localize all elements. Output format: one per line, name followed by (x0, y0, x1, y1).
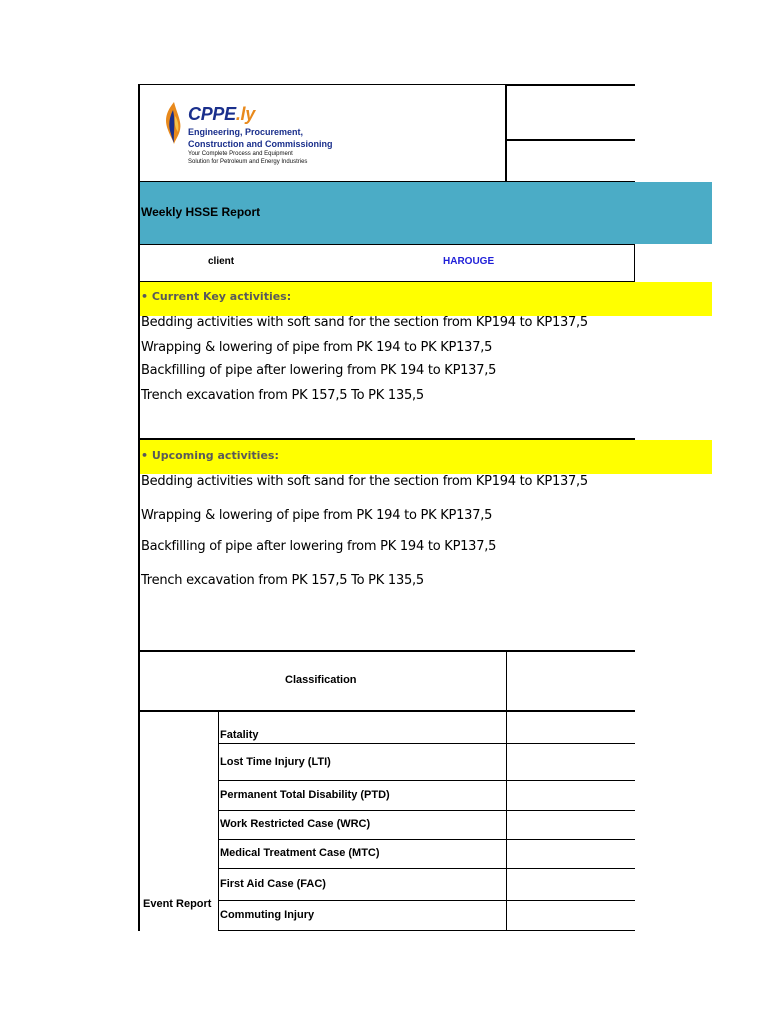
flame-logo-icon (164, 102, 184, 144)
header-cell-divider (506, 139, 635, 141)
upcoming-activity-item: Backfilling of pipe after lowering from PK 194 to KP137,5 (141, 539, 497, 554)
current-activity-item: Backfilling of pipe after lowering from PK 194 to KP137,5 (141, 363, 497, 378)
classification-header-bottom (138, 710, 635, 712)
header-bottom-line (138, 181, 635, 182)
classification-row: First Aid Case (FAC) (220, 878, 326, 890)
logo-tagline-2: Construction and Commissioning (188, 139, 333, 149)
table-border-left (138, 84, 140, 931)
upcoming-top-line (138, 438, 635, 440)
current-activity-item: Wrapping & lowering of pipe from PK 194 to PK KP137,5 (141, 340, 493, 355)
logo-small-1: Your Complete Process and Equipment (188, 151, 293, 157)
row-separator (218, 868, 635, 869)
classification-top-line (138, 650, 635, 652)
report-title: Weekly HSSE Report (141, 205, 261, 219)
logo-domain: .ly (235, 104, 255, 124)
header-divider (505, 84, 507, 181)
row-separator (218, 839, 635, 840)
client-label: client (208, 256, 235, 267)
client-row-right (634, 244, 635, 282)
classification-row: Work Restricted Case (WRC) (220, 818, 371, 830)
classification-row: Commuting Injury (220, 909, 315, 921)
row-separator (218, 780, 635, 781)
logo-brand (188, 104, 255, 125)
classification-row: Permanent Total Disability (PTD) (220, 789, 390, 801)
classification-col-divider (506, 650, 507, 931)
current-activity-item: Bedding activities with soft sand for the section from KP194 to KP137,5 (141, 315, 588, 330)
upcoming-activity-item: Wrapping & lowering of pipe from PK 194 to PK KP137,5 (141, 508, 493, 523)
row-separator (218, 810, 635, 811)
current-activities-heading: • Current Key activities: (141, 290, 292, 303)
classification-heading: Classification (285, 674, 357, 686)
row-separator (218, 743, 635, 744)
client-value: HAROUGE (443, 256, 495, 267)
row-separator (218, 930, 635, 931)
row-separator (218, 900, 635, 901)
classification-row: Medical Treatment Case (MTC) (220, 847, 380, 859)
table-border-top (138, 84, 506, 85)
client-row-top (138, 244, 635, 245)
upcoming-activities-heading: • Upcoming activities: (141, 449, 279, 462)
upcoming-activity-item: Trench excavation from PK 157,5 To PK 135,5 (141, 573, 424, 588)
logo-tagline-1: Engineering, Procurement, (188, 127, 304, 137)
upcoming-activity-item: Bedding activities with soft sand for the section from KP194 to KP137,5 (141, 474, 588, 489)
logo-small-2: Solution for Petroleum and Energy Industries (188, 159, 308, 165)
logo-brand-name: CPPE (188, 104, 236, 124)
client-row-bottom (138, 281, 635, 282)
classification-row: Fatality (220, 729, 259, 741)
event-group-divider (218, 711, 219, 931)
event-report-label: Event Report (143, 898, 212, 910)
table-border-top-right (506, 84, 635, 86)
classification-row: Lost Time Injury (LTI) (220, 756, 331, 768)
current-activity-item: Trench excavation from PK 157,5 To PK 135,5 (141, 388, 424, 403)
